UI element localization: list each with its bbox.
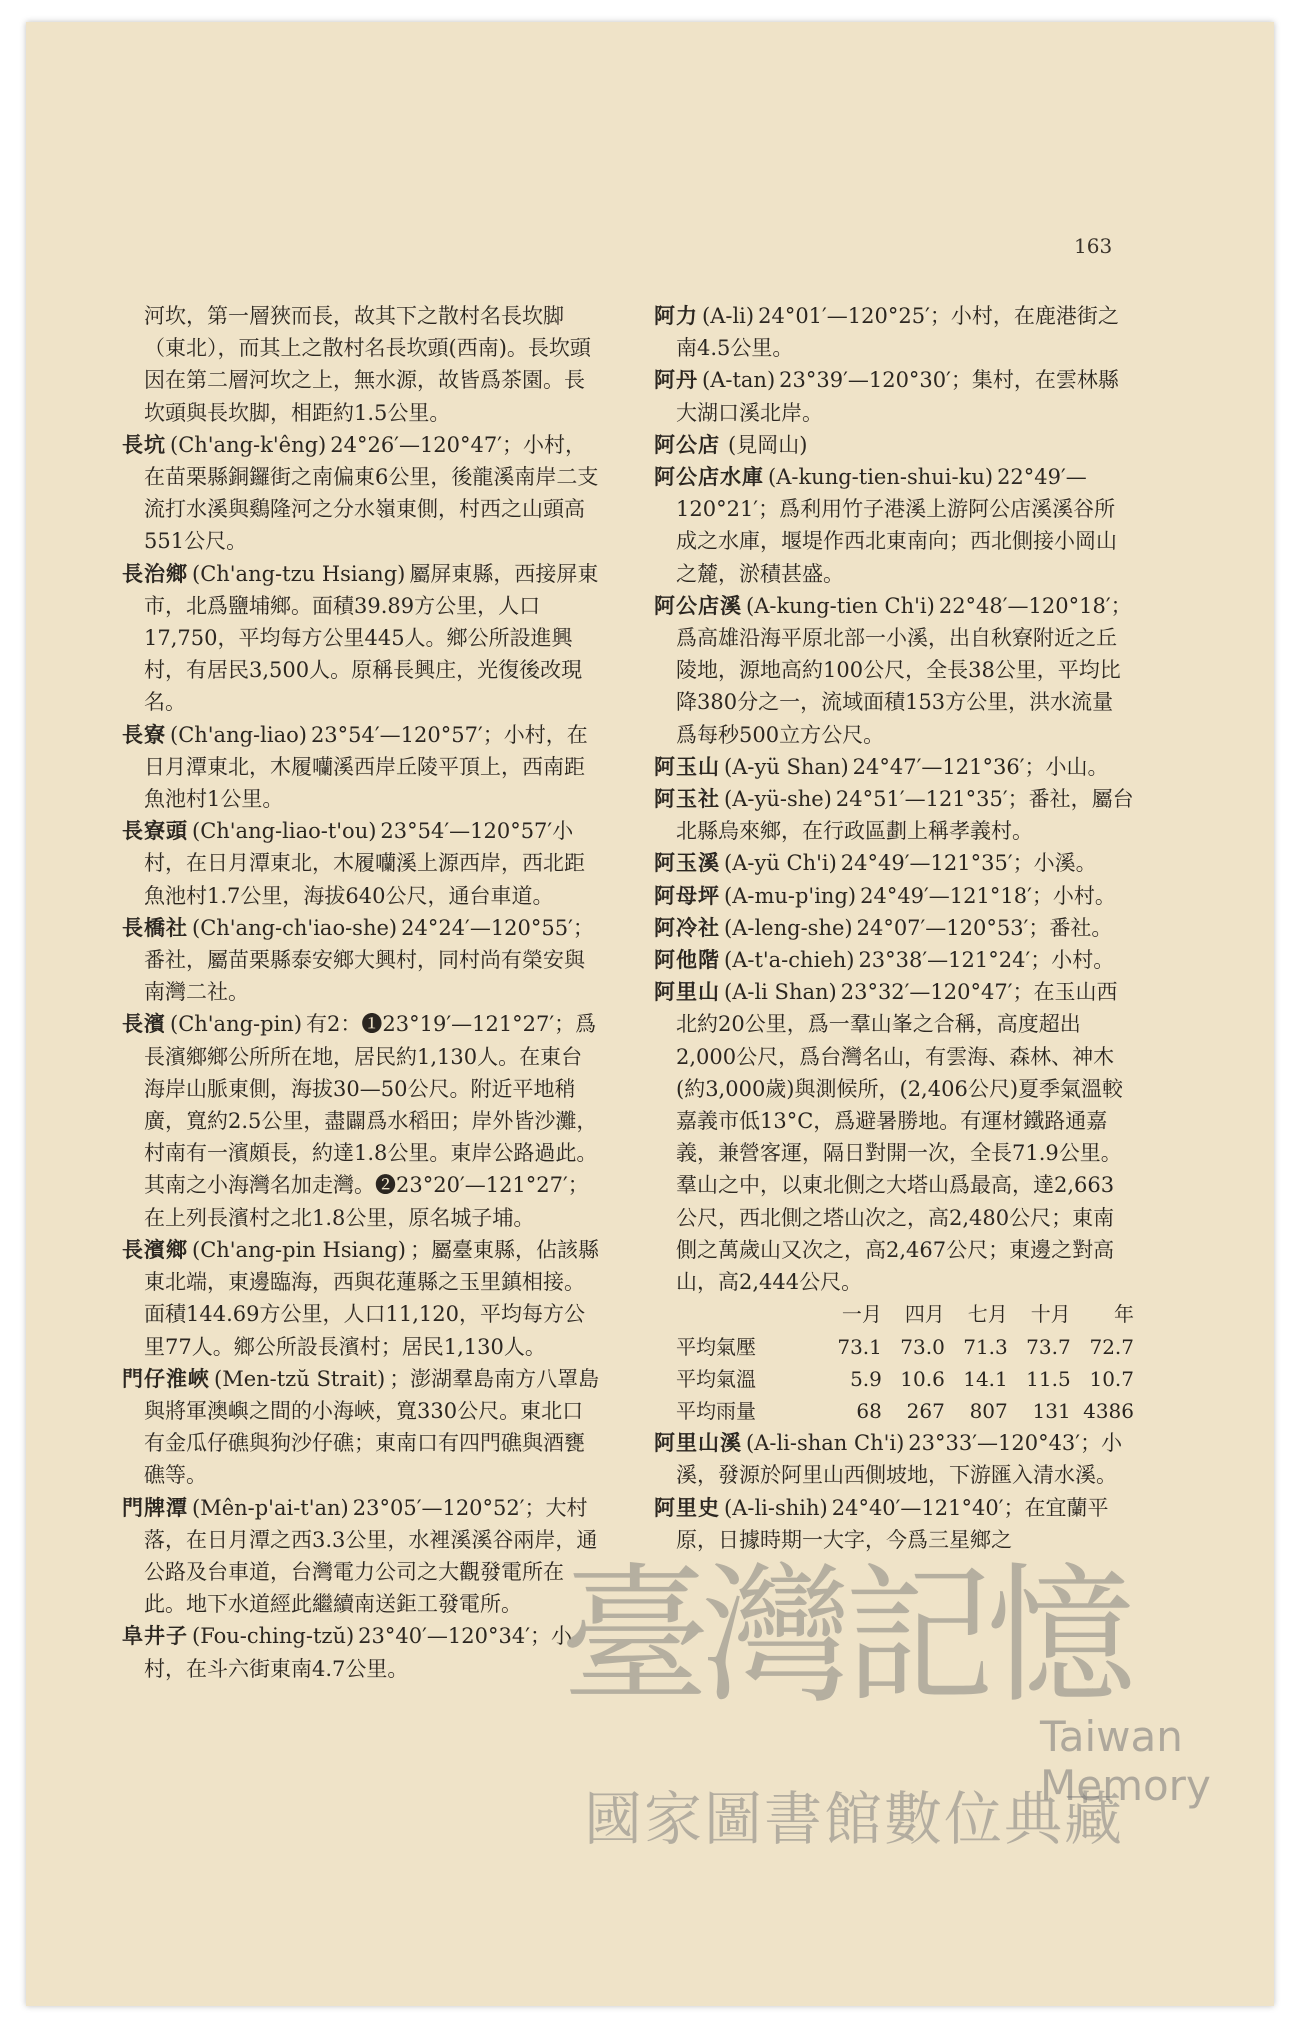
entry-romanization: (A-yü Ch'i) [724, 851, 837, 876]
climate-cell: 807 [969, 1398, 1008, 1423]
climate-cell: 131 [1032, 1398, 1071, 1423]
entry-body: (見岡山) [728, 432, 808, 457]
climate-cell: 4386 [1083, 1398, 1134, 1423]
entry-body: 23°33′—120°43′；小溪，發源於阿里山西側坡地，下游匯入清水溪。 [676, 1431, 1123, 1488]
entry-headword: 阿力 [654, 304, 698, 328]
gazetteer-entry [654, 912, 1134, 944]
gazetteer-entry [654, 783, 1134, 847]
climate-cell: 267 [906, 1398, 945, 1423]
page-number: 163 [1074, 234, 1113, 258]
entry-headword: 阿玉山 [654, 754, 720, 779]
entry-romanization: (Mên-p'ai-t'an) [192, 1495, 349, 1520]
gazetteer-entry [122, 558, 602, 719]
entry-romanization: (Men-tzŭ Strait) [214, 1366, 386, 1391]
entry-body: 屬屏東縣，西接屏東市，北爲鹽埔鄉。面積39.89方公里，人口17,750，平均每方公里445人。鄉公所設進興村，有居民3,500人。原稱長興庄，光復後改現名。 [144, 561, 599, 715]
right-entries-after [654, 1427, 1134, 1556]
entry-headword: 長濱 [122, 1012, 166, 1037]
climate-cell: 73.1 [837, 1334, 882, 1359]
entry-headword: 阿公店 [654, 432, 720, 457]
entry-body: 24°49′—121°18′；小村。 [860, 883, 1116, 908]
gazetteer-entry [654, 590, 1134, 751]
entry-headword: 長坑 [122, 432, 166, 457]
climate-cell: 14.1 [963, 1366, 1008, 1391]
entry-romanization: (A-mu-p'ing) [724, 883, 857, 908]
climate-row-temperature [676, 1363, 1134, 1395]
entry-headword: 長橋社 [122, 915, 188, 940]
entry-body: 23°40′—120°34′；小村，在斗六街東南4.7公里。 [144, 1624, 572, 1681]
watermark-institution: 國家圖書館數位典藏 [584, 1785, 1125, 1853]
entry-headword: 長治鄉 [122, 561, 188, 586]
entry-headword: 長濱鄉 [122, 1237, 188, 1262]
climate-cell: 5.9 [850, 1366, 882, 1391]
climate-cell: 73.7 [1026, 1334, 1071, 1359]
entry-romanization: (Ch'ang-liao-t'ou) [192, 819, 377, 844]
gazetteer-entry [122, 429, 602, 558]
entry-romanization: (Ch'ang-ch'iao-she) [192, 915, 398, 940]
gazetteer-entry [654, 944, 1134, 976]
entry-headword: 阿里山溪 [654, 1431, 742, 1456]
climate-row-label: 平均氣溫 [676, 1366, 756, 1391]
gazetteer-entry [122, 719, 602, 816]
gazetteer-entry [122, 1363, 602, 1492]
entry-romanization: (A-tan) [702, 368, 776, 393]
climate-header: 年 [1114, 1302, 1134, 1327]
entry-body: 24°01′—120°25′；小村，在鹿港街之南4.5公里。 [676, 304, 1119, 361]
entry-body: ；澎湖羣島南方八罩島與將軍澳嶼之間的小海峽，寬330公尺。東北口有金瓜仔礁與狗沙仔礁；東南口有四門礁與酒甕礁等。 [144, 1366, 600, 1488]
climate-row-label: 平均氣壓 [676, 1334, 756, 1359]
entry-body: 24°26′—120°47′；小村，在苗栗縣銅鑼街之南偏東6公里，後龍溪南岸二支流打水溪與鷄隆河之分水嶺東側，村西之山頭高551公尺。 [144, 432, 599, 554]
gazetteer-entry [122, 1234, 602, 1363]
gazetteer-entry [654, 300, 1134, 364]
entry-romanization: (A-yü-she) [724, 787, 832, 812]
entry-headword: 阿玉溪 [654, 851, 720, 876]
entry-headword: 阜井子 [122, 1624, 188, 1649]
entry-headword: 阿公店溪 [654, 593, 742, 618]
entry-body: 23°54′—120°57′；小村，在日月潭東北，木履囒溪西岸丘陵平頂上，西南距魚池村1公里。 [144, 722, 588, 812]
entry-romanization: (A-li Shan) [724, 980, 837, 1005]
entry-romanization: (A-li) [702, 304, 755, 328]
entry-headword: 長寮頭 [122, 819, 188, 844]
gazetteer-entry [654, 1427, 1134, 1491]
climate-row-rainfall [676, 1395, 1134, 1427]
gazetteer-entry [654, 364, 1134, 428]
entry-headword: 長寮 [122, 722, 166, 747]
gazetteer-entry [122, 815, 602, 912]
climate-cell: 72.7 [1089, 1334, 1134, 1359]
entry-body: 24°24′—120°55′；番社，屬苗栗縣泰安鄉大興村，同村尚有榮安與南灣二社。 [144, 915, 594, 1005]
entry-headword: 阿里史 [654, 1495, 720, 1520]
climate-cell: 10.6 [900, 1366, 945, 1391]
left-column [122, 300, 602, 1685]
gazetteer-entry [122, 1620, 602, 1684]
entry-romanization: (Ch'ang-liao) [170, 722, 307, 747]
entry-headword: 阿里山 [654, 980, 720, 1005]
entry-headword: 阿冷社 [654, 915, 720, 940]
entry-romanization: (Fou-ching-tzŭ) [192, 1624, 355, 1649]
entry-body: 22°49′—120°21′；爲利用竹子港溪上游阿公店溪溪谷所成之水庫，堰堤作西北東南向；西北側接小岡山之麓，淤積甚盛。 [676, 465, 1117, 586]
climate-header: 七月 [967, 1302, 1008, 1327]
gazetteer-entry [654, 976, 1134, 1298]
continued-paragraph: 河坎，第一層狹而長，故其下之散村名長坎脚（東北），而其上之散村名長坎頭(西南)。長坎頭因在第二層河坎之上，無水源，故皆爲茶園。長坎頭與長坎脚，相距約1.5公里。 [144, 304, 591, 425]
gazetteer-entry [654, 847, 1134, 879]
entry-romanization: (A-leng-she) [724, 915, 853, 940]
watermark-logo: 臺灣記憶 [560, 1550, 1129, 1724]
entry-romanization: (A-li-shan Ch'i) [746, 1431, 905, 1456]
right-column [654, 300, 1134, 1556]
climate-cell: 10.7 [1089, 1366, 1134, 1391]
left-entries [122, 429, 602, 1685]
entry-body: 23°38′—121°24′；小村。 [858, 948, 1115, 973]
entry-headword: 阿他階 [654, 948, 720, 973]
gazetteer-entry [654, 429, 1134, 461]
entry-body: 24°49′—121°35′；小溪。 [840, 851, 1097, 876]
entry-headword: 阿母坪 [654, 883, 720, 908]
climate-table [676, 1298, 1134, 1427]
climate-header: 十月 [1030, 1302, 1071, 1327]
gazetteer-entry [654, 461, 1134, 590]
entry-romanization: (A-t'a-chieh) [724, 948, 855, 973]
entry-body: 24°40′—121°40′；在宜蘭平原，日據時期一大字，今爲三星鄉之 [676, 1495, 1109, 1552]
entry-body: 24°07′—120°53′；番社。 [856, 915, 1113, 940]
climate-header: 四月 [904, 1302, 945, 1327]
climate-header-row [676, 1298, 1134, 1330]
climate-cell: 71.3 [963, 1334, 1008, 1359]
right-entries [654, 300, 1134, 1298]
entry-body: 22°48′—120°18′；爲高雄沿海平原北部一小溪，出自秋寮附近之丘陵地，源地高約100公尺，全長38公里，平均比降380分之一，流域面積153方公里，洪水流量爲每秒500立方公尺。 [676, 593, 1132, 747]
entry-body: 有2：❶23°19′—121°27′；爲長濱鄉鄉公所所在地，居民約1,130人。在東台海岸山脈東側，海拔30—50公尺。附近平地稍廣，寬約2.5公里，盡闢爲水稻田；岸外皆沙灘，村南有一濱頗長，約達1.8公里。東岸公路過此。其南之小海灣名加走灣。❷23°20′—121°27′；在上列長濱村之北1.8公里，原名城子埔。 [144, 1012, 598, 1230]
entry-romanization: (Ch'ang-k'êng) [170, 432, 327, 457]
gazetteer-entry [654, 1492, 1134, 1556]
climate-cell: 68 [856, 1398, 882, 1423]
entry-body: 24°51′—121°35′；番社，屬台北縣烏來鄉，在行政區劃上稱孝義村。 [676, 787, 1134, 844]
entry-romanization: (A-kung-tien-shui-ku) [768, 465, 994, 490]
gazetteer-entry [654, 751, 1134, 783]
entry-headword: 門牌潭 [122, 1495, 188, 1520]
gazetteer-entry [122, 912, 602, 1009]
gazetteer-entry [122, 1492, 602, 1621]
entry-romanization: (A-kung-tien Ch'i) [746, 593, 935, 618]
document-page [26, 22, 1274, 2006]
entry-body: 24°47′—121°36′；小山。 [852, 754, 1109, 779]
climate-cell: 11.5 [1026, 1366, 1071, 1391]
entry-romanization: (A-yü Shan) [724, 754, 849, 779]
entry-body: 23°32′—120°47′；在玉山西北約20公里，爲一羣山峯之合稱，高度超出2,000公尺，爲台灣名山，有雲海、森林、神木(約3,000歲)與測候所，(2,406公尺)夏季氣溫較嘉義市低13°C，爲避暑勝地。有運材鐵路通嘉義，兼營客運，隔日對開一次，全長71.9公里。羣山之中，以東北側之大塔山爲最高，達2,663公尺，西北側之塔山次之，高2,480公尺；東南側之萬歲山又次之，高2,467公尺；東邊之對高山，高2,444公尺。 [676, 980, 1124, 1295]
gazetteer-entry [654, 880, 1134, 912]
entry-romanization: (Ch'ang-pin Hsiang) [192, 1237, 406, 1262]
climate-header: 一月 [841, 1302, 882, 1327]
entry-romanization: (A-li-shih) [724, 1495, 828, 1520]
climate-row-pressure [676, 1331, 1134, 1363]
gazetteer-entry [122, 1008, 602, 1233]
climate-cell: 73.0 [900, 1334, 945, 1359]
entry-body: 23°39′—120°30′；集村，在雲林縣大湖口溪北岸。 [676, 368, 1119, 425]
entry-headword: 阿公店水庫 [654, 465, 764, 490]
entry-body: 23°54′—120°57′小村，在日月潭東北，木履囒溪上源西岸，西北距魚池村1.7公里，海拔640公尺，通台車道。 [144, 819, 585, 908]
entry-body: ；屬臺東縣，佔該縣東北端，東邊臨海，西與花蓮縣之玉里鎮相接。面積144.69方公里，人口11,120，平均每方公里77人。鄉公所設長濱村；居民1,130人。 [144, 1237, 599, 1359]
entry-headword: 阿玉社 [654, 787, 720, 812]
entry-romanization: (Ch'ang-pin) [170, 1012, 303, 1037]
entry-headword: 門仔淮峽 [122, 1366, 210, 1391]
entry-headword: 阿丹 [654, 368, 698, 393]
watermark-english: Taiwan Memory [1040, 1712, 1211, 1810]
entry-romanization: (Ch'ang-tzu Hsiang) [192, 561, 406, 586]
entry-body: 23°05′—120°52′；大村落，在日月潭之西3.3公里，水裡溪溪谷兩岸，通公路及台車道，台灣電力公司之大觀發電所在此。地下水道經此繼續南送鉅工發電所。 [144, 1495, 598, 1617]
climate-row-label: 平均雨量 [676, 1398, 756, 1423]
